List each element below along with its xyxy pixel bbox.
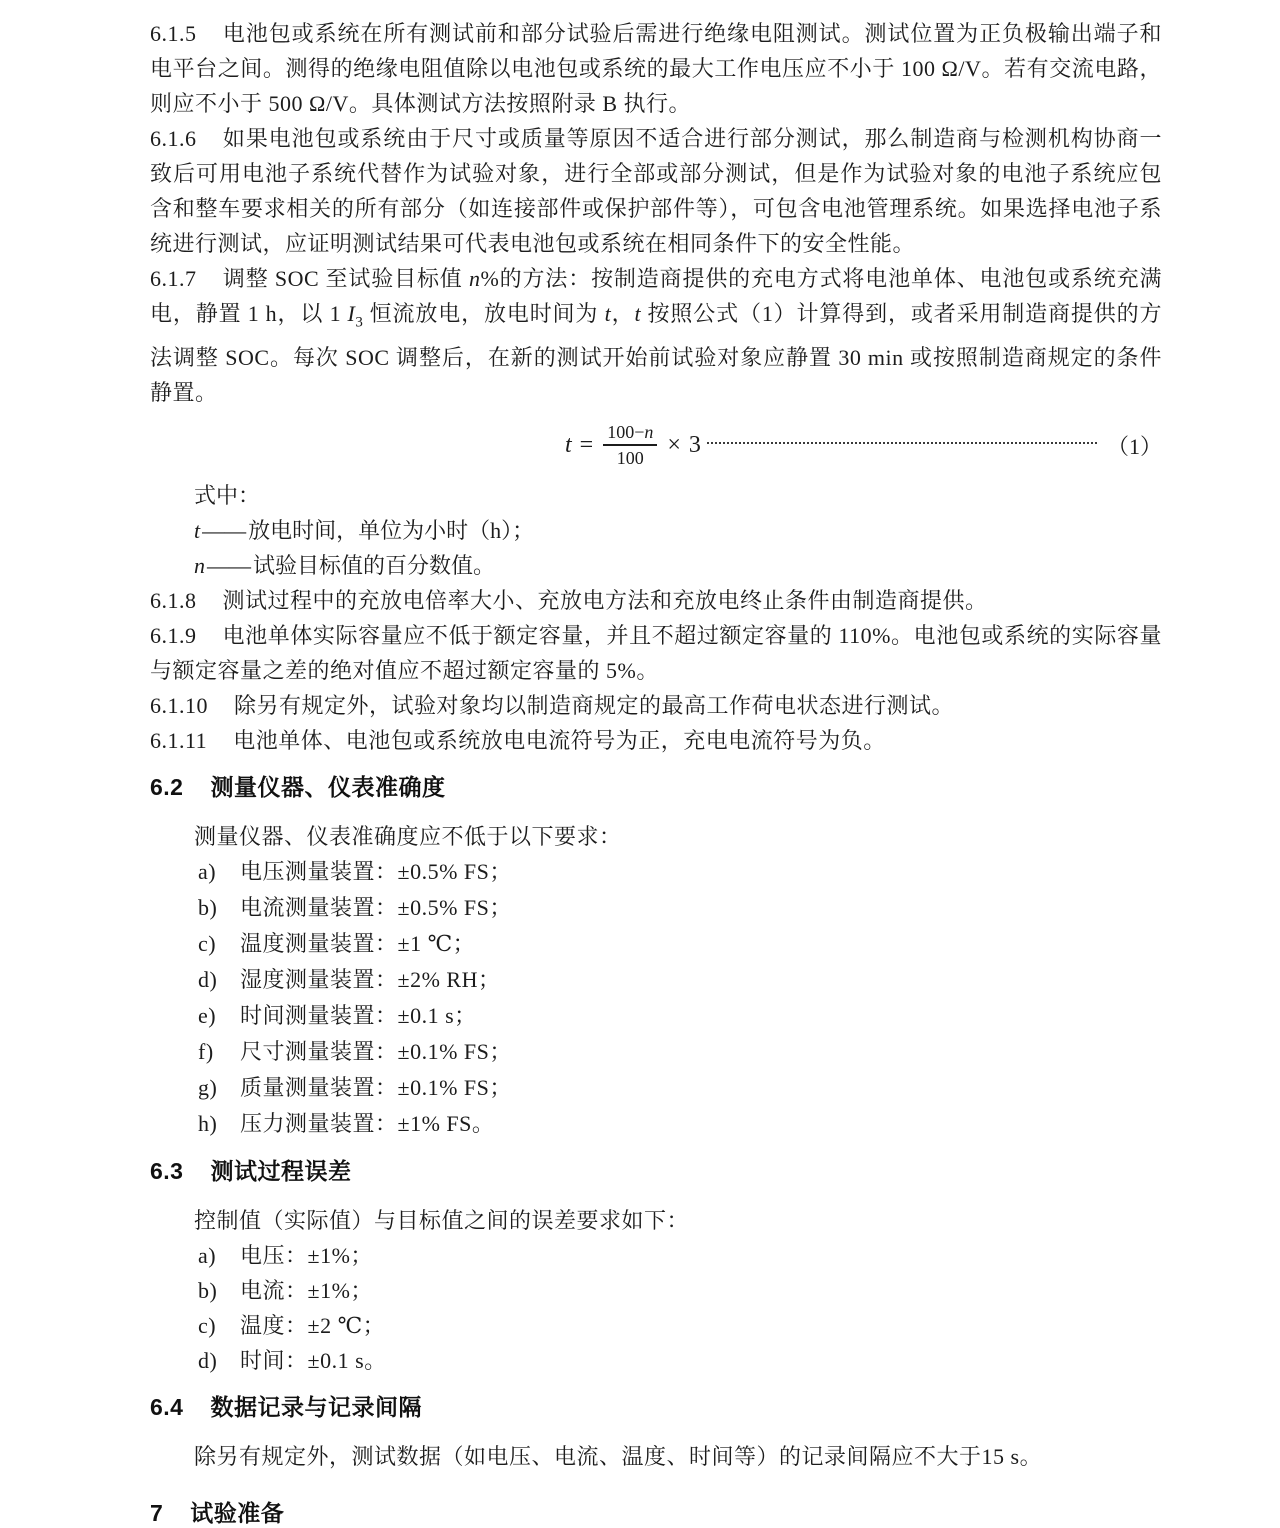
item-text: 电流测量装置：±0.5% FS； (240, 895, 512, 921)
item-label: d) (198, 1348, 218, 1374)
clause-text: 如果电池包或系统由于尺寸或质量等原因不适合进行部分测试，那么制造商与检测机构协商一致后可用电池子系统代替作为试验对象，进行全部或部分测试，但是作为试验对象的电池子系统应包含和整车要求相关的所有部分（如连接部件或保护部件等），可包含电池管理系统。如果选择电池子系统进行测试，应证明测试结果可代表电池包或系统在相同条件下的安全性能。 (150, 126, 1162, 256)
clause-text: 测试过程中的充放电倍率大小、充放电方法和充放电终止条件由制造商提供。 (222, 588, 988, 614)
definition-t (150, 513, 1162, 548)
def-description: 试验目标值的百分数值。 (253, 553, 496, 579)
clause-6-1-11 (150, 723, 1162, 758)
list-item (150, 1273, 1162, 1308)
item-text: 时间：±0.1 s。 (240, 1348, 387, 1374)
item-label: a) (198, 859, 217, 885)
math-subscript-3: 3 (355, 314, 364, 331)
clause-text-segment: 调整 SOC 至试验目标值 (222, 266, 469, 291)
math-var-t: t (634, 301, 642, 326)
def-symbol-n: n (194, 553, 205, 579)
def-symbol-t: t (194, 518, 201, 544)
clause-number: 6.1.7 (150, 266, 197, 291)
clause-text-segment: 按照公式（1）计算得到，或者采用制造商提供的方法调整 SOC。每次 SOC 调整后，在新的测试开始前试验对象应静置 30 min 或按照制造商规定的条件静置。 (150, 301, 1162, 406)
item-label: g) (198, 1075, 218, 1101)
formula-factor: 3 (688, 431, 701, 458)
item-label: h) (198, 1111, 218, 1137)
def-dash: —— (207, 553, 251, 579)
math-var-I: I (347, 301, 356, 326)
item-text: 温度测量装置：±1 ℃； (240, 931, 476, 957)
clause-6-1-10 (150, 688, 1162, 723)
formula-number: （1） (1106, 433, 1162, 459)
section-title: 测试过程误差 (210, 1158, 352, 1185)
list-item (150, 962, 1162, 998)
clause-text-segment: 恒流放电，放电时间为 (363, 301, 605, 326)
section-title: 试验准备 (190, 1500, 285, 1527)
clause-number: 6.1.8 (150, 588, 197, 614)
equals-sign: = (579, 431, 594, 458)
clause-6-1-7 (150, 261, 1162, 410)
item-text: 尺寸测量装置：±0.1% FS； (240, 1039, 512, 1065)
section-title: 数据记录与记录间隔 (210, 1394, 422, 1421)
item-label: a) (198, 1243, 217, 1269)
item-label: e) (198, 1003, 217, 1029)
dotted-leader (707, 442, 1097, 444)
item-label: b) (198, 895, 218, 921)
section-heading-6-4 (150, 1392, 1162, 1422)
formula-1 (150, 419, 1162, 471)
clause-text-segment: %的方法：按制造商提供的充电方式将电池单体、电池包或系统充满电，静置 1 h，以 1 (150, 266, 1162, 326)
item-label: c) (198, 931, 217, 957)
clause-6-1-9 (150, 618, 1162, 688)
clause-6-1-6 (150, 121, 1162, 261)
formula-expression (565, 421, 701, 469)
item-text: 压力测量装置：±1% FS。 (240, 1111, 495, 1137)
numerator-var-n: n (644, 422, 654, 443)
math-var-n: n (469, 266, 481, 291)
numerator-constant: 100− (607, 422, 645, 443)
section-6-4-paragraph: 除另有规定外，测试数据（如电压、电流、温度、时间等）的记录间隔应不大于15 s。 (194, 1444, 1043, 1470)
clause-number: 6.1.6 (150, 126, 197, 151)
item-label: d) (198, 967, 218, 993)
list-item (150, 998, 1162, 1034)
item-label: c) (198, 1313, 217, 1339)
list-item (150, 1238, 1162, 1273)
list-item (150, 1106, 1162, 1142)
section-6-3-intro: 控制值（实际值）与目标值之间的误差要求如下： (194, 1208, 690, 1234)
section-number: 6.2 (150, 774, 184, 801)
process-error-list (150, 1238, 1162, 1378)
list-item (150, 854, 1162, 890)
instrument-accuracy-list (150, 854, 1162, 1142)
multiply-sign: × (667, 431, 681, 458)
section-number: 7 (150, 1500, 164, 1527)
section-number: 6.4 (150, 1394, 184, 1421)
math-var-t: t (604, 301, 612, 326)
list-item (150, 1034, 1162, 1070)
section-heading-7 (150, 1498, 1162, 1528)
item-label: b) (198, 1278, 218, 1304)
def-description: 放电时间，单位为小时（h）； (248, 518, 535, 544)
formula-lhs-t: t (565, 431, 572, 458)
section-heading-6-2 (150, 772, 1162, 802)
clause-6-1-8 (150, 583, 1162, 618)
list-item (150, 1070, 1162, 1106)
definition-n (150, 548, 1162, 583)
fraction-denominator: 100 (616, 448, 644, 469)
clause-6-1-5 (150, 16, 1162, 121)
clause-number: 6.1.11 (150, 728, 208, 754)
def-dash: —— (202, 518, 247, 544)
formula-fraction (603, 421, 657, 469)
item-label: f) (198, 1039, 214, 1065)
item-text: 温度：±2 ℃； (240, 1313, 386, 1339)
section-6-2-intro: 测量仪器、仪表准确度应不低于以下要求： (194, 824, 622, 850)
section-heading-6-3 (150, 1156, 1162, 1186)
section-title: 测量仪器、仪表准确度 (210, 774, 446, 801)
list-item (150, 890, 1162, 926)
item-text: 时间测量装置：±0.1 s； (240, 1003, 477, 1029)
item-text: 湿度测量装置：±2% RH； (240, 967, 501, 993)
list-item (150, 1343, 1162, 1378)
clause-text-segment: ， (611, 301, 635, 326)
where-label: 式中： (194, 483, 261, 509)
item-text: 质量测量装置：±0.1% FS； (240, 1075, 512, 1101)
clause-number: 6.1.9 (150, 623, 197, 649)
clause-number: 6.1.10 (150, 693, 208, 719)
clause-text: 电池单体实际容量应不低于额定容量，并且不超过额定容量的 110%。电池包或系统的实际容量与额定容量之差的绝对值应不超过额定容量的 5%。 (150, 623, 1162, 684)
item-text: 电流：±1%； (240, 1278, 373, 1304)
fraction-numerator (603, 421, 657, 446)
item-text: 电压：±1%； (240, 1243, 373, 1269)
clause-text: 电池包或系统在所有测试前和部分试验后需进行绝缘电阻测试。测试位置为正负极输出端子和电平台之间。测得的绝缘电阻值除以电池包或系统的最大工作电压应不小于 100 Ω/V。若有交流电路，则应不小于 500 Ω/V。具体测试方法按照附录 B 执行。 (150, 21, 1162, 116)
list-item (150, 926, 1162, 962)
clause-number: 6.1.5 (150, 21, 197, 46)
clause-text: 电池单体、电池包或系统放电电流符号为正，充电电流符号为负。 (233, 728, 886, 754)
section-number: 6.3 (150, 1158, 184, 1185)
list-item (150, 1308, 1162, 1343)
item-text: 电压测量装置：±0.5% FS； (240, 859, 512, 885)
clause-text: 除另有规定外，试验对象均以制造商规定的最高工作荷电状态进行测试。 (234, 693, 955, 719)
